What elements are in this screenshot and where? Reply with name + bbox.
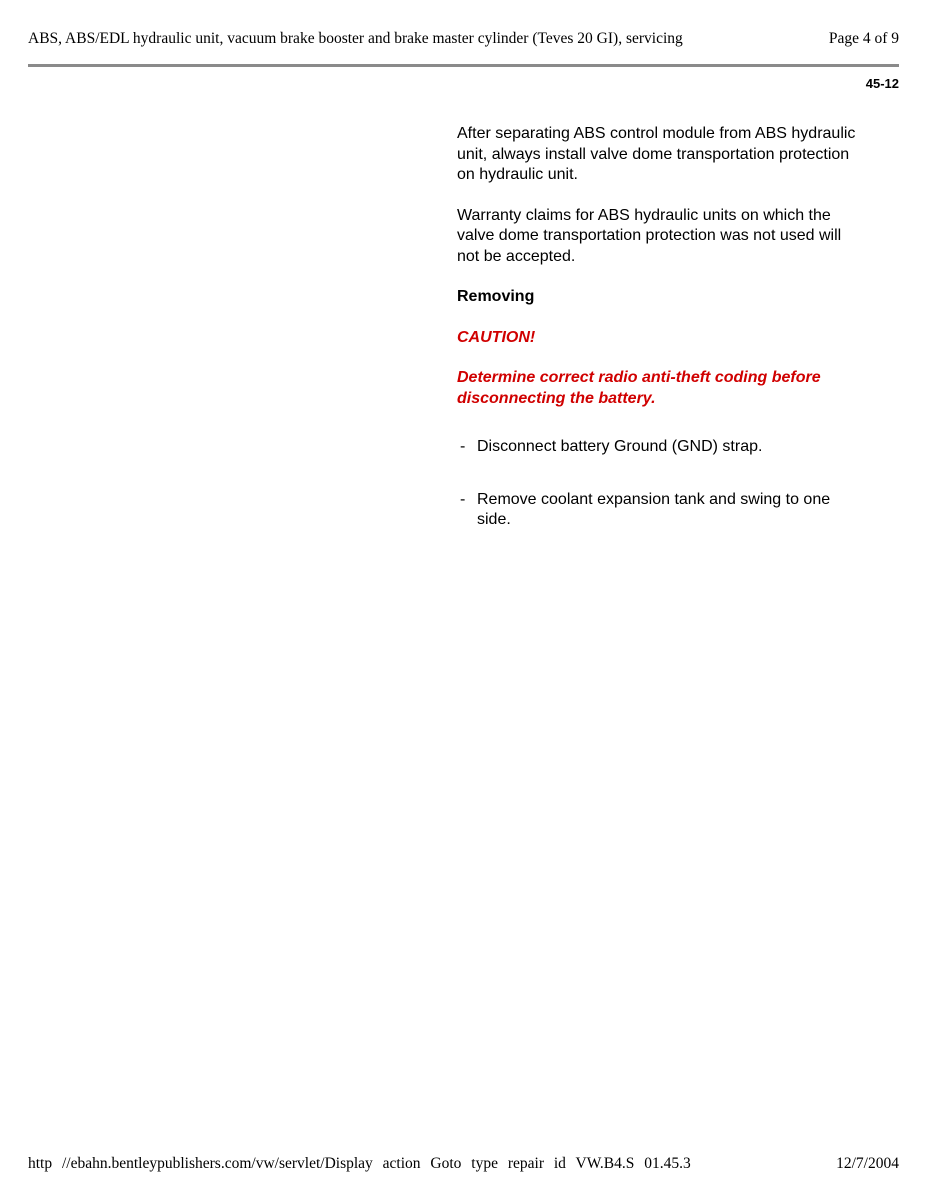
list-marker: - [460, 438, 466, 455]
intro-paragraph: After separating ABS control module from ABS hydraulic unit, always install valve dome transportation protection on hydraulic unit. [457, 125, 856, 183]
caution-label: CAUTION! [457, 328, 536, 346]
header-divider [28, 64, 899, 67]
step-text: Disconnect battery Ground (GND) strap. [477, 438, 763, 455]
source-url: http //ebahn.bentleypublishers.com/vw/servlet/Display action Goto type repair id VW.B4.S 01.45.3 [28, 1155, 691, 1172]
section-heading: Removing [457, 288, 535, 305]
list-item [457, 490, 867, 531]
print-date: 12/7/2004 [836, 1155, 899, 1172]
document-title: ABS, ABS/EDL hydraulic unit, vacuum brake booster and brake master cylinder (Teves 20 GI), servicing [28, 30, 683, 47]
caution-text: Determine correct radio anti-theft coding before disconnecting the battery. [457, 369, 821, 407]
list-item [457, 437, 867, 458]
warranty-paragraph: Warranty claims for ABS hydraulic units on which the valve dome transportation protection was not used will not be accepted. [457, 206, 842, 265]
list-marker: - [460, 490, 466, 508]
main-content [457, 124, 867, 531]
page-indicator: Page 4 of 9 [828, 30, 899, 47]
section-number: 45-12 [865, 76, 899, 91]
step-text: Remove coolant expansion tank and swing to one side. [477, 490, 831, 528]
